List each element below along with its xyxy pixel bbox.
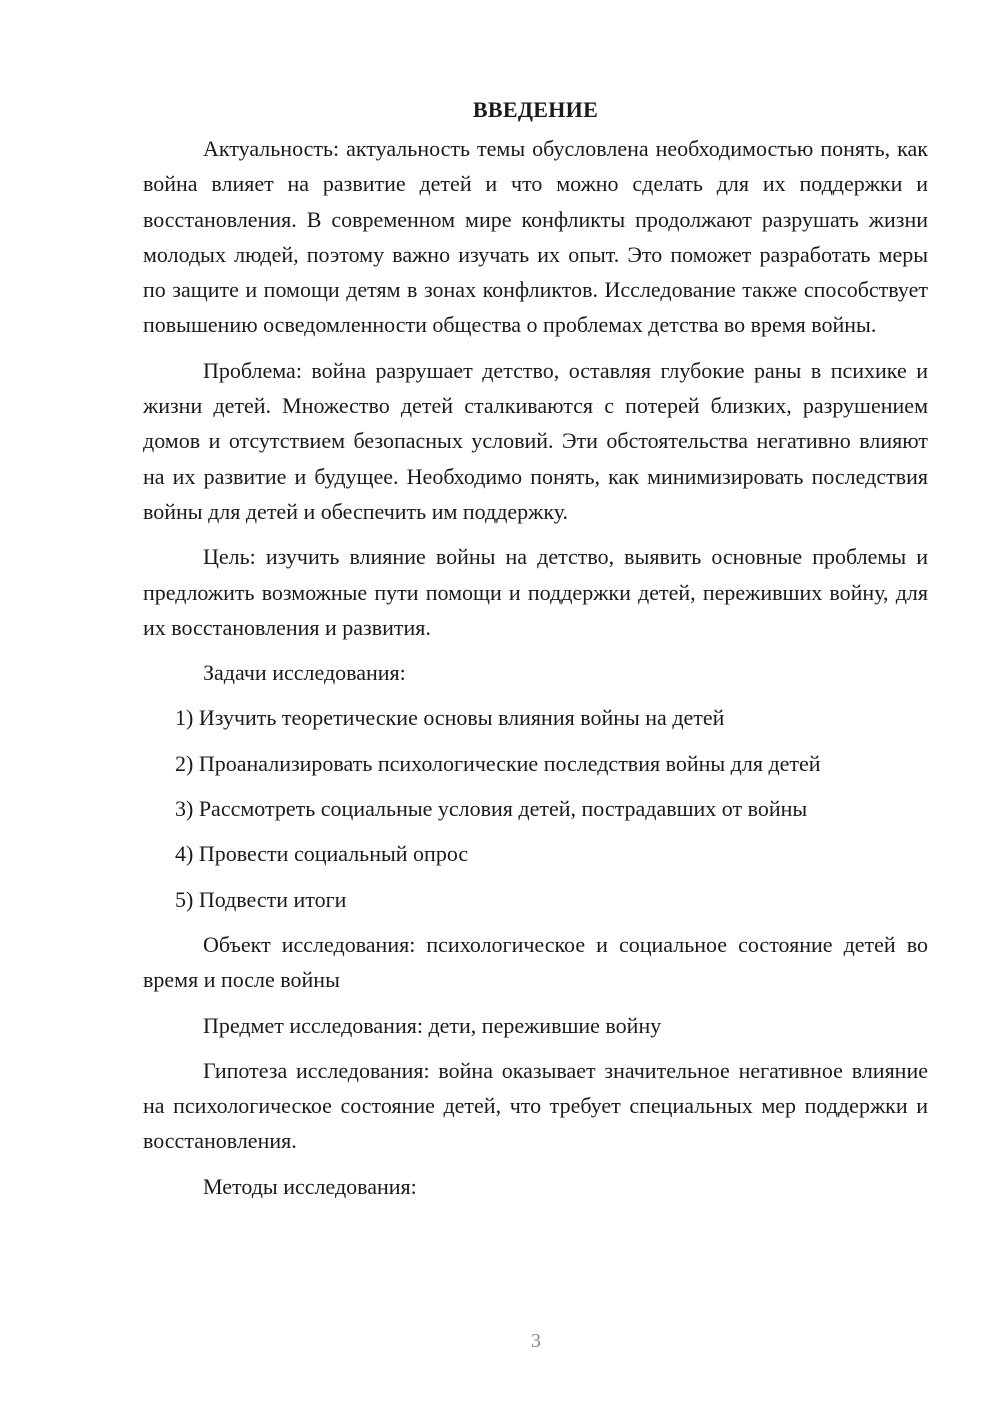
tasks-list — [143, 700, 928, 916]
tasks-label: Задачи исследования: — [203, 660, 406, 686]
hypothesis-paragraph: Гипотеза исследования: война оказывает значительное негативное влияние на психологическое состояние детей, что требует специальных мер поддержки и восстановления. — [143, 1057, 928, 1154]
relevance-paragraph: Актуальность: актуальность темы обусловлена необходимостью понять, как война влияет на развитие детей и что можно сделать для их поддержки и восстановления. В современном мире конфликты продолжают разрушать жизни молодых людей, поэтому важно изучать их опыт. Это поможет разработать меры по защите и помощи детям в зонах конфликтов. Исследование также способствует повышению осведомленности общества о проблемах детства во время войны. — [143, 136, 928, 338]
methods-label: Методы исследования: — [203, 1173, 417, 1199]
task-item: 2) Проанализировать психологические последствия войны для детей — [175, 750, 821, 776]
page-number: 3 — [531, 1330, 541, 1352]
task-item: 5) Подвести итоги — [175, 886, 347, 912]
page-content — [143, 92, 928, 1214]
task-item: 1) Изучить теоретические основы влияния войны на детей — [175, 705, 725, 731]
section-heading: ВВЕДЕНИЕ — [472, 97, 599, 122]
subject-paragraph: Предмет исследования: дети, пережившие войну — [203, 1012, 662, 1038]
task-item: 4) Провести социальный опрос — [175, 841, 469, 867]
object-paragraph: Объект исследования: психологическое и социальное состояние детей во время и после войны — [143, 931, 928, 993]
goal-paragraph: Цель: изучить влияние войны на детство, выявить основные проблемы и предложить возможные пути помощи и поддержки детей, переживших войну, для их восстановления и развития. — [143, 544, 928, 640]
problem-paragraph: Проблема: война разрушает детство, оставляя глубокие раны в психике и жизни детей. Множество детей сталкиваются с потерей близких, разрушением домов и отсутствием безопасных условий. Эти обстоятельства негативно влияют на их развитие и будущее. Необходимо понять, как минимизировать последствия войны для детей и обеспечить им поддержку. — [143, 357, 928, 524]
task-item: 3) Рассмотреть социальные условия детей, пострадавших от войны — [175, 796, 808, 822]
